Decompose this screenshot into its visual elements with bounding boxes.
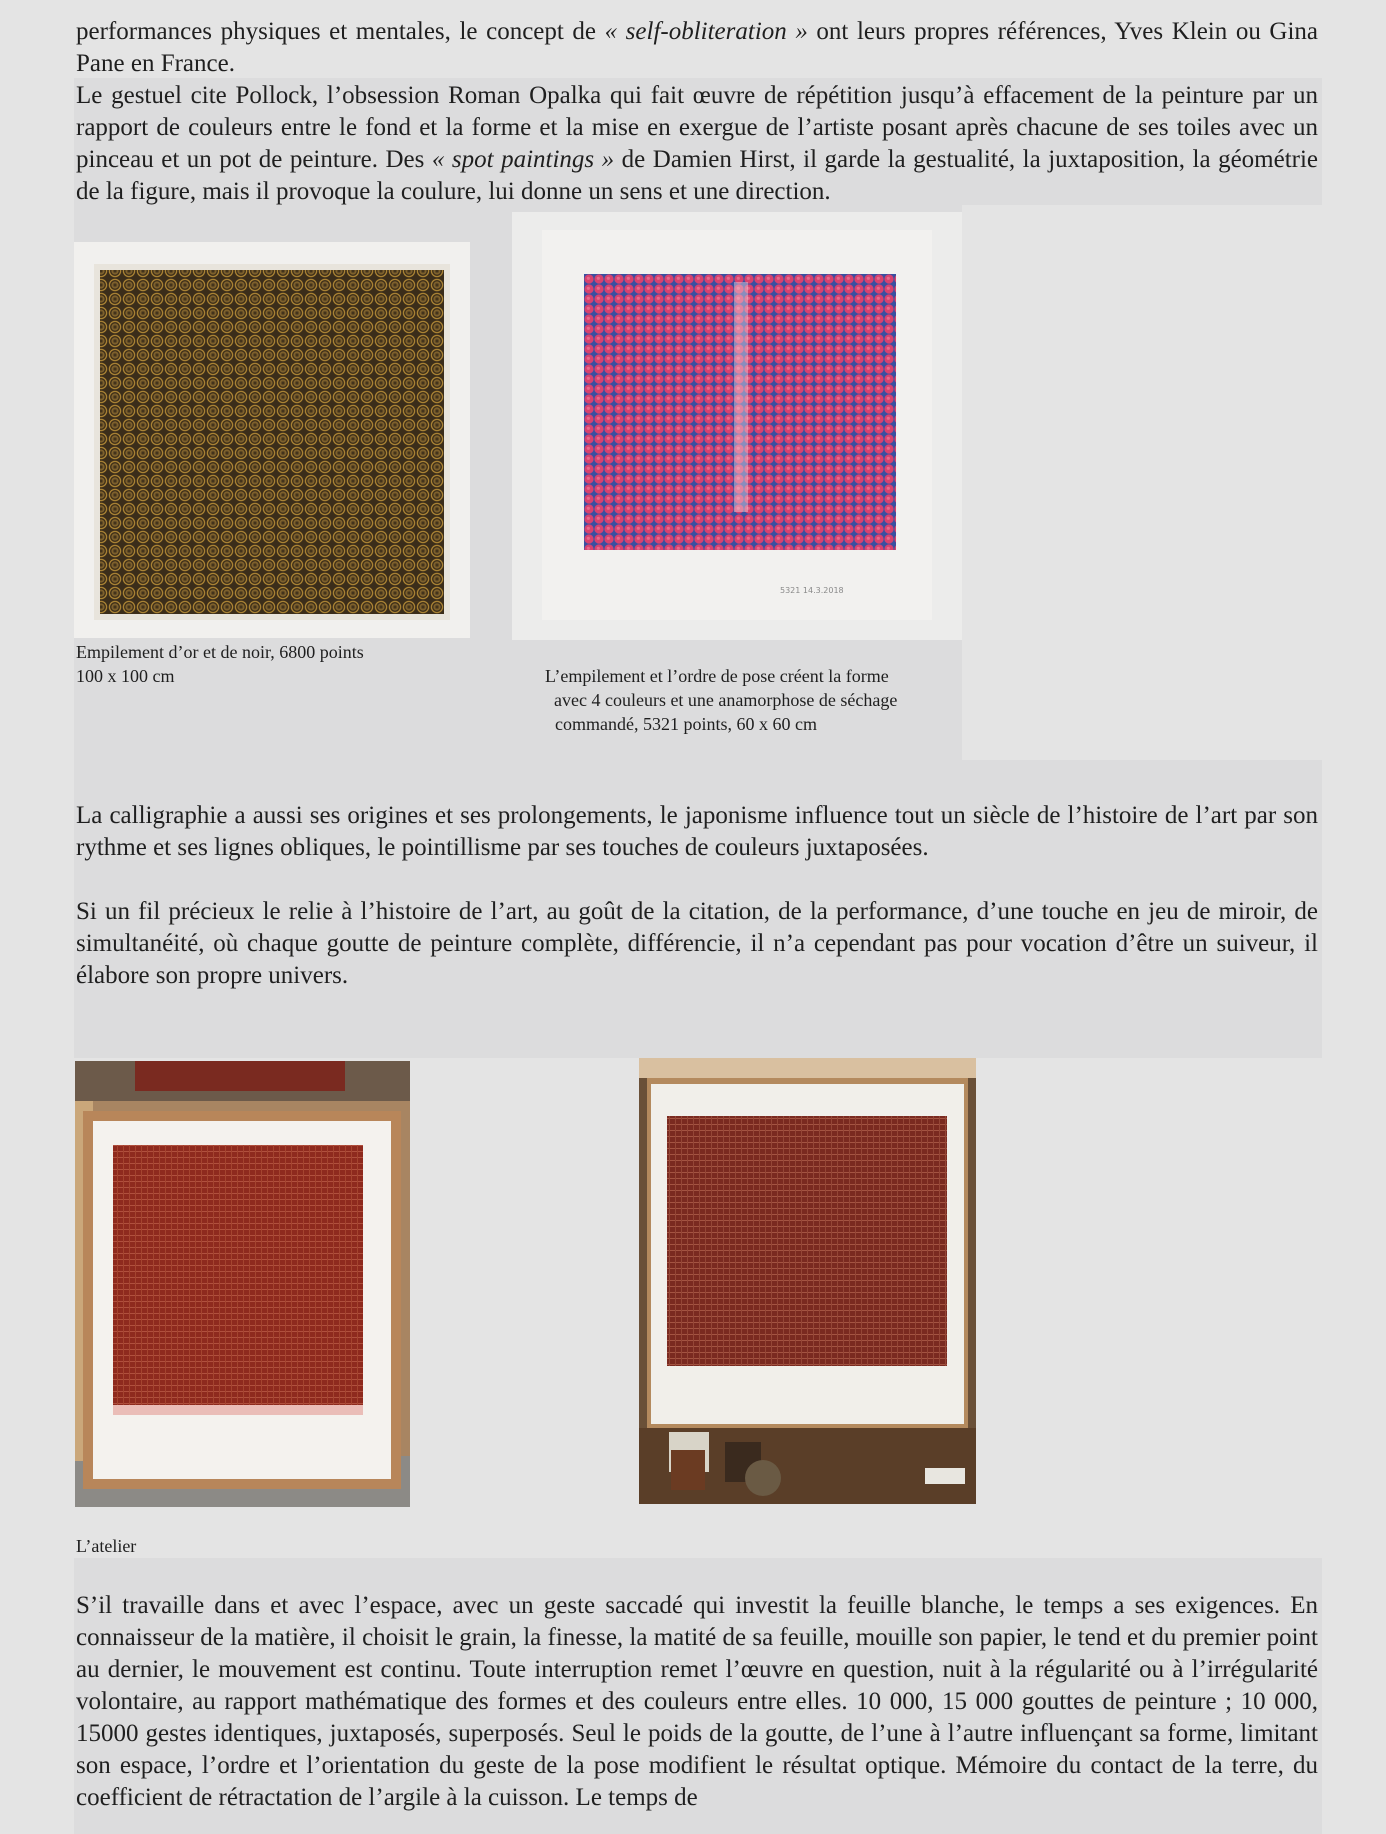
caption-gold-line1: Empilement d’or et de noir, 6800 points xyxy=(76,642,364,662)
artwork-gold-spirals xyxy=(74,242,470,638)
atelier-right-scene xyxy=(639,1058,976,1504)
artwork-pink-dots xyxy=(512,212,962,640)
caption-atelier: L’atelier xyxy=(76,1536,137,1556)
paragraph-5: S’il travaille dans et avec l’espace, avec un geste saccadé qui investit la feuille blanche, le temps a ses exigences. En connaisseur de la matière, il choisit le grain, la finesse, la matité de sa feuille, mouille son papier, le tend et du premier point au dernier, le mouvement est continu. Toute interruption remet l’œuvre en question, nuit à la régularité ou à l’irrégularité volontaire, au rapport mathématique des formes et des couleurs entre elles. 10 000, 15 000 gouttes de peinture ; 10 000, 15000 gestes identiques, juxtaposés, superposés. Seul le poids de la goutte, de l’une à l’autre influençant sa forme, limitant son espace, l’ordre et l’orientation du geste de la pose modifient le résultat optique. Mémoire du contact de la terre, du coefficient de rétractation de l’argile à la cuisson. Le temps de xyxy=(76,1592,1318,1811)
pink-painting-signature: 5321 14.3.2018 xyxy=(780,586,844,595)
paragraph-2: Le gestuel cite Pollock, l’obsession Roman Opalka qui fait œuvre de répétition jusqu’à effacement de la peinture par un rapport de couleurs entre le fond et la forme et la mise en exergue de l’artiste posant après chacune de ses toiles avec un pinceau et un pot de peinture. Des « spot paintings » de Damien Hirst, il garde la gestualité, la juxtaposition, la géométrie de la figure, mais il provoque la coulure, lui donne un sens et une direction. xyxy=(76,82,1319,205)
caption-pink-line3: commandé, 5321 points, 60 x 60 cm xyxy=(555,714,817,734)
paragraph-3: La calligraphie a aussi ses origines et ses prolongements, le japonisme influence tout un siècle de l’histoire de l’art par son rythme et ses lignes obliques, le pointillisme par ses touches de couleurs juxtaposées. xyxy=(76,802,1318,861)
atelier-photo-right xyxy=(639,1058,976,1504)
atelier-photo-left xyxy=(75,1061,410,1507)
paragraph-4: Si un fil précieux le relie à l’histoire de l’art, au goût de la citation, de la performance, d’une touche en jeu de miroir, de simultanéité, où chaque goutte de peinture complète, différencie, il n’a cependant pas pour vocation d’être un suiveur, il élabore son propre univers. xyxy=(76,898,1318,989)
pink-dots-painting xyxy=(584,274,896,550)
caption-pink-line2: avec 4 couleurs et une anamorphose de séchage xyxy=(554,690,898,710)
caption-pink-line1: L’empilement et l’ordre de pose créent la forme xyxy=(545,666,889,686)
gold-spirals-painting xyxy=(94,264,450,620)
paragraph-1: performances physiques et mentales, le concept de « self-obliteration » ont leurs propres références, Yves Klein ou Gina Pane en France. xyxy=(76,18,1318,77)
atelier-left-scene xyxy=(75,1061,410,1507)
caption-gold-line2: 100 x 100 cm xyxy=(76,666,175,686)
